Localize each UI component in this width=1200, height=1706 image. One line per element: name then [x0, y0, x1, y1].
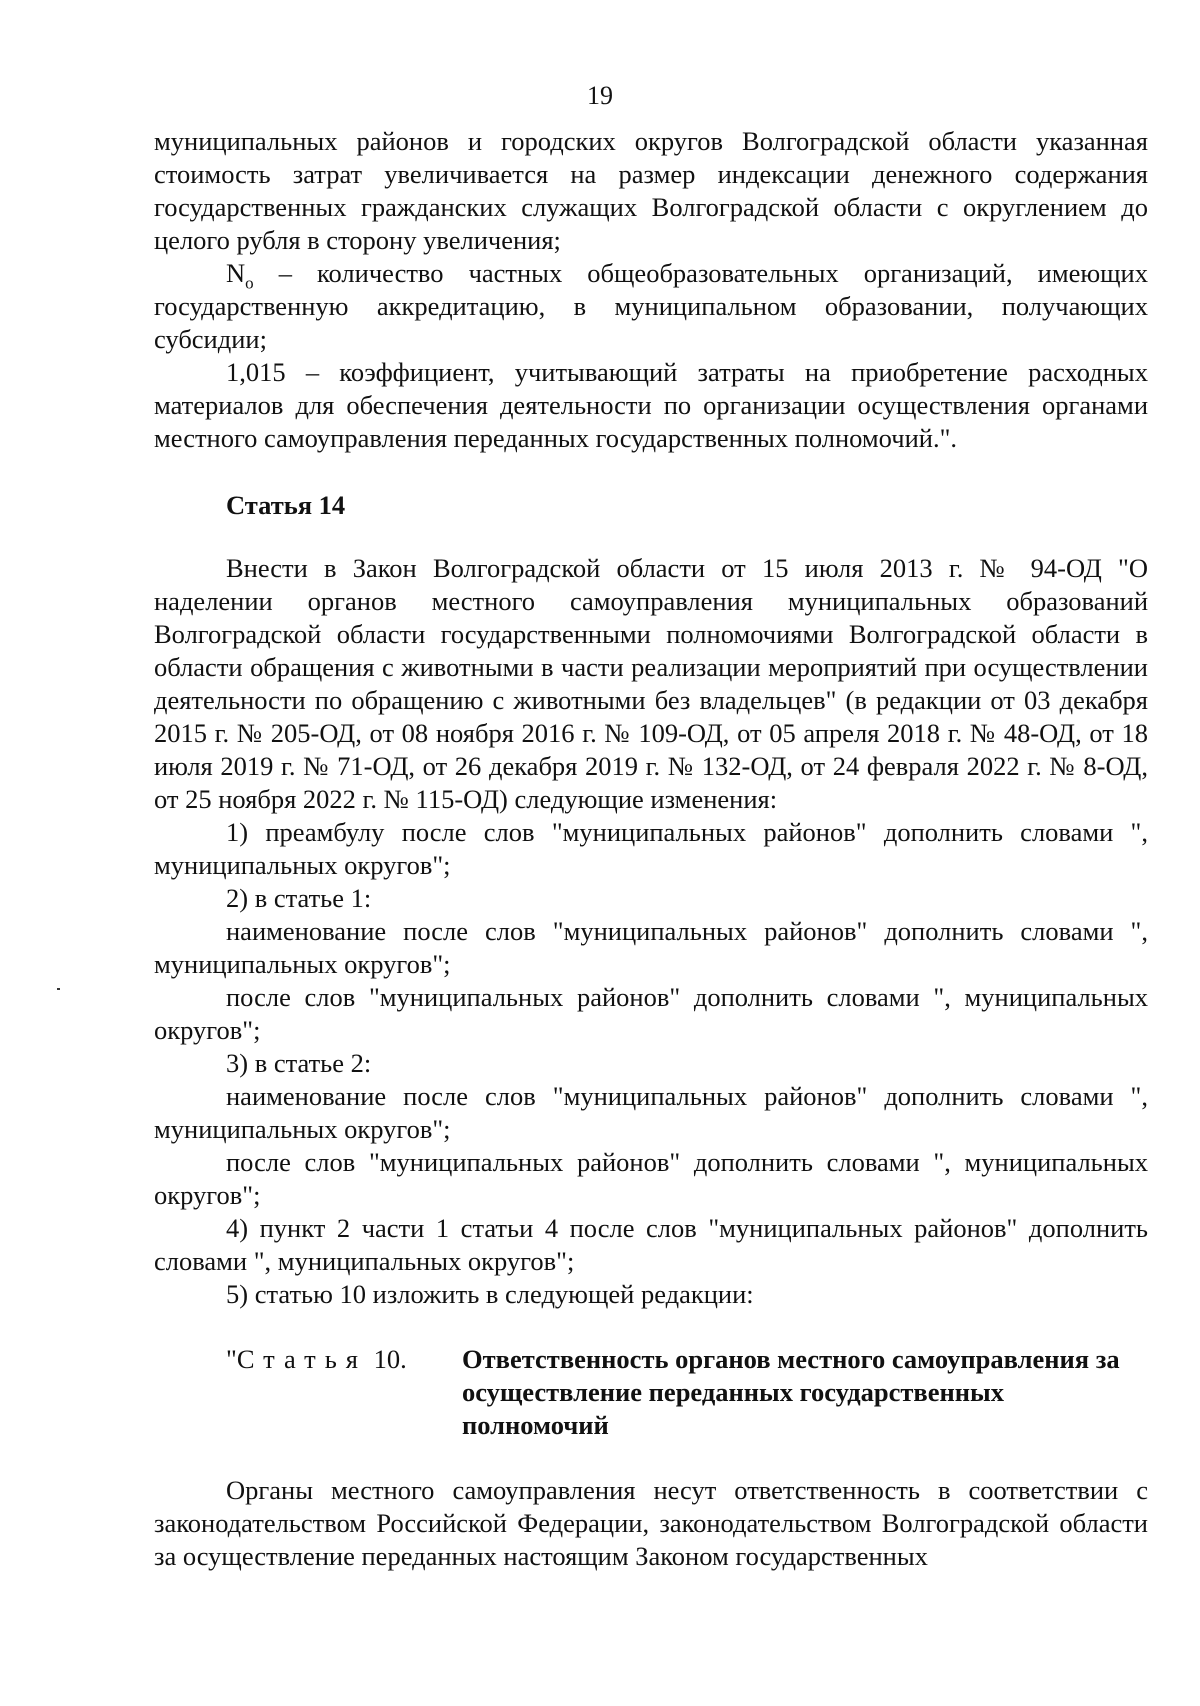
- article-10-number: 10.: [367, 1344, 407, 1374]
- paragraph-continuation: муниципальных районов и городских округов Волгоградской области указанная стоимость затрат увеличивается на размер индексации денежного содержания государственных гражданских служащих Волгоградской области с округлением до целого рубля в сторону увеличения;: [154, 126, 1148, 255]
- list-item: после слов "муниципальных районов" дополнить словами ", муниципальных округов";: [154, 1147, 1148, 1210]
- article-10-body: Органы местного самоуправления несут ответственность в соответствии с законодательством Российской Федерации, законодательством Волгоградской области за осуществление переданных настоящим Законом государственных: [154, 1475, 1148, 1571]
- article-10-title: Ответственность органов местного самоуправления за осуществление переданных государственных полномочий: [462, 1344, 1120, 1440]
- article-10-label: [154, 1343, 462, 1442]
- list-item: 4) пункт 2 части 1 статьи 4 после слов "муниципальных районов" дополнить словами ", муниципальных округов";: [154, 1213, 1148, 1276]
- n-definition-text: – количество частных общеобразовательных организаций, имеющих государственную аккредитацию, в муниципальном образовании, получающих субсидии;: [154, 258, 1148, 354]
- list-item: 5) статью 10 изложить в следующей редакции:: [226, 1279, 754, 1309]
- list-item: 2) в статье 1:: [226, 883, 372, 913]
- list-item: 1) преамбулу после слов "муниципальных районов" дополнить словами ", муниципальных округов";: [154, 817, 1148, 880]
- n-subscript: о: [245, 273, 254, 293]
- article-14-intro: Внести в Закон Волгоградской области от 15 июля 2013 г. № 94-ОД "О наделении органов местного самоуправления муниципальных образований Волгоградской области государственными полномочиями Волгоградской области в области обращения с животными в части реализации мероприятий при осуществлении деятельности по обращению с животными без владельцев" (в редакции от 03 декабря 2015 г. № 205-ОД, от 08 ноября 2016 г. № 109-ОД, от 05 апреля 2018 г. № 48-ОД, от 18 июля 2019 г. № 71-ОД, от 26 декабря 2019 г. № 132-ОД, от 24 февраля 2022 г. № 8-ОД, от 25 ноября 2022 г. № 115-ОД) следующие изменения:: [154, 553, 1148, 814]
- list-item: после слов "муниципальных районов" дополнить словами ", муниципальных округов";: [154, 982, 1148, 1045]
- paragraph-n-definition: [154, 257, 1148, 356]
- article-10-heading: [154, 1343, 1148, 1442]
- article-14-heading: Статья 14: [226, 490, 346, 520]
- n-symbol: N: [226, 258, 246, 288]
- page-number: 19: [587, 81, 613, 110]
- article-10-quote: ": [226, 1344, 237, 1374]
- list-item: наименование после слов "муниципальных районов" дополнить словами ", муниципальных округов";: [154, 1081, 1148, 1144]
- article-10-word: Статья: [236, 1344, 367, 1374]
- list-item: наименование после слов "муниципальных районов" дополнить словами ", муниципальных округов";: [154, 916, 1148, 979]
- scan-speck: [57, 988, 60, 990]
- paragraph-coefficient-definition: 1,015 – коэффициент, учитывающий затраты на приобретение расходных материалов для обеспечения деятельности по организации осуществления органами местного самоуправления переданных государственных полномочий.".: [154, 357, 1148, 453]
- list-item: 3) в статье 2:: [226, 1048, 372, 1078]
- document-body: [154, 125, 1148, 1573]
